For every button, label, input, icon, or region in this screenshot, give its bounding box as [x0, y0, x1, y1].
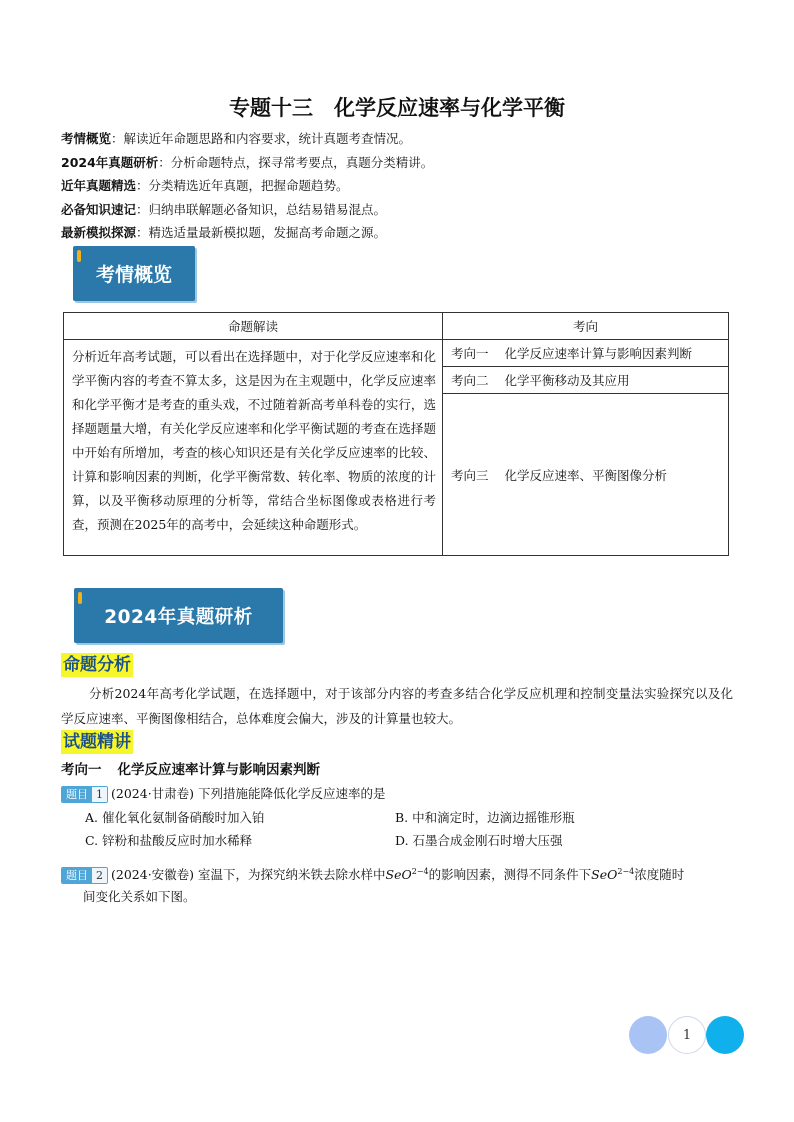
section-banner-overview: [73, 246, 195, 301]
intro-text: ：精选适量最新模拟题，发掘高考命题之源。: [136, 225, 387, 240]
intro-text: ：解读近年命题思路和内容要求，统计真题考查情况。: [111, 131, 412, 146]
selenate-ion: SeO$^{2-4}$: [591, 867, 635, 883]
table-header-row: [64, 313, 729, 340]
intro-label: 考情概览: [61, 131, 112, 146]
intro-text: ：归纳串联解题必备知识，总结易错易混点。: [136, 201, 387, 217]
question-badge: 题目 2: [61, 867, 108, 884]
question-2: 题目 2 (2024·安徽卷) 室温下，为探究纳米铁去除水样中SeO$^{2-4}$的影响因素，测得不同条件下SeO$^{2-4}$浓度随时 间变化关系如下图。: [61, 861, 741, 908]
intro-item: [61, 174, 741, 198]
intro-item: [61, 127, 741, 151]
page-number: 1: [668, 1016, 706, 1054]
question-stem: (2024·甘肃卷) 下列措施能降低化学反应速率的是: [111, 786, 386, 801]
option-b: B. 中和滴定时，边滴边摇锥形瓶: [395, 810, 575, 825]
section-banner-2024-analysis: [74, 588, 283, 643]
question-1-options: [85, 806, 705, 852]
analysis-paragraph: 分析2024年高考化学试题，在选择题中，对于该部分内容的考查多结合化学反应机理和控制变量法实验探究以及化学反应速率、平衡图像相结合，总体难度会偏大，涉及的计算量也较大。: [61, 686, 733, 726]
table-row: [64, 340, 729, 367]
direction-heading: 考向一 化学反应速率计算与影响因素判断: [61, 762, 320, 778]
table-direction-item: 考向二 化学平衡移动及其应用: [443, 367, 729, 394]
table-description-cell: 分析近年高考试题，可以看出在选择题中，对于化学反应速率和化学平衡内容的考查不算太多，这是因为在主观题中，化学反应速率和化学平衡才是考查的重头戏，不过随着新高考单科卷的实行，选择题题量大增，有关化学反应速率和化学平衡试题的考查在选择题中开始有所增加，考查的核心知识还是有关化学反应速率的比较、计算和影响因素的判断，化学平衡常数、转化率、物质的浓度的计算，以及平衡移动原理的分析等，常结合坐标图像或表格进行考查，预测在2025年的高考中，会延续这种命题形式。: [64, 340, 443, 556]
table-direction-item: 考向三 化学反应速率、平衡图像分析: [443, 394, 729, 556]
intro-text: ：分析命题特点，探寻常考要点，真题分类精讲。: [158, 154, 434, 170]
banner-tab-icon: [77, 250, 81, 262]
intro-label: 近年真题精选: [61, 178, 137, 193]
banner-tab-icon: [78, 592, 82, 604]
section-heading-questions: 试题精讲: [63, 732, 131, 752]
question-badge: 题目 1: [61, 786, 108, 803]
selenate-ion: SeO$^{2-4}$: [385, 867, 429, 883]
option-d: D. 石墨合成金刚石时增大压强: [395, 833, 563, 848]
table-header-direction: 考向: [443, 313, 729, 340]
table-header-interpretation: 命题解读: [64, 313, 443, 340]
question-1: [61, 784, 386, 803]
exam-analysis-table: [63, 312, 729, 556]
page-title: 专题十三 化学反应速率与化学平衡: [229, 96, 565, 120]
intro-list: [61, 127, 741, 245]
table-direction-item: 考向一 化学反应速率计算与影响因素判断: [443, 340, 729, 367]
banner-label: 2024年真题研析: [104, 606, 253, 628]
page-circle-right: [706, 1016, 744, 1054]
question-stem-continued: 间变化关系如下图。: [83, 889, 196, 905]
option-c: C. 锌粉和盐酸反应时加水稀释: [85, 833, 253, 848]
page-circle-left: [629, 1016, 667, 1054]
intro-label: 最新模拟探源: [61, 225, 137, 240]
section-heading-analysis: 命题分析: [63, 655, 131, 675]
intro-label: 必备知识速记: [61, 201, 137, 217]
option-a: A. 催化氧化氨制备硝酸时加入铂: [85, 810, 265, 825]
intro-label: 2024年真题研析: [61, 154, 159, 170]
intro-item: [61, 221, 741, 245]
intro-text: ：分类精选近年真题，把握命题趋势。: [136, 178, 349, 193]
banner-label: 考情概览: [95, 264, 172, 286]
intro-item: [61, 151, 741, 175]
intro-item: [61, 198, 741, 222]
page-number-badge: [629, 1015, 745, 1055]
